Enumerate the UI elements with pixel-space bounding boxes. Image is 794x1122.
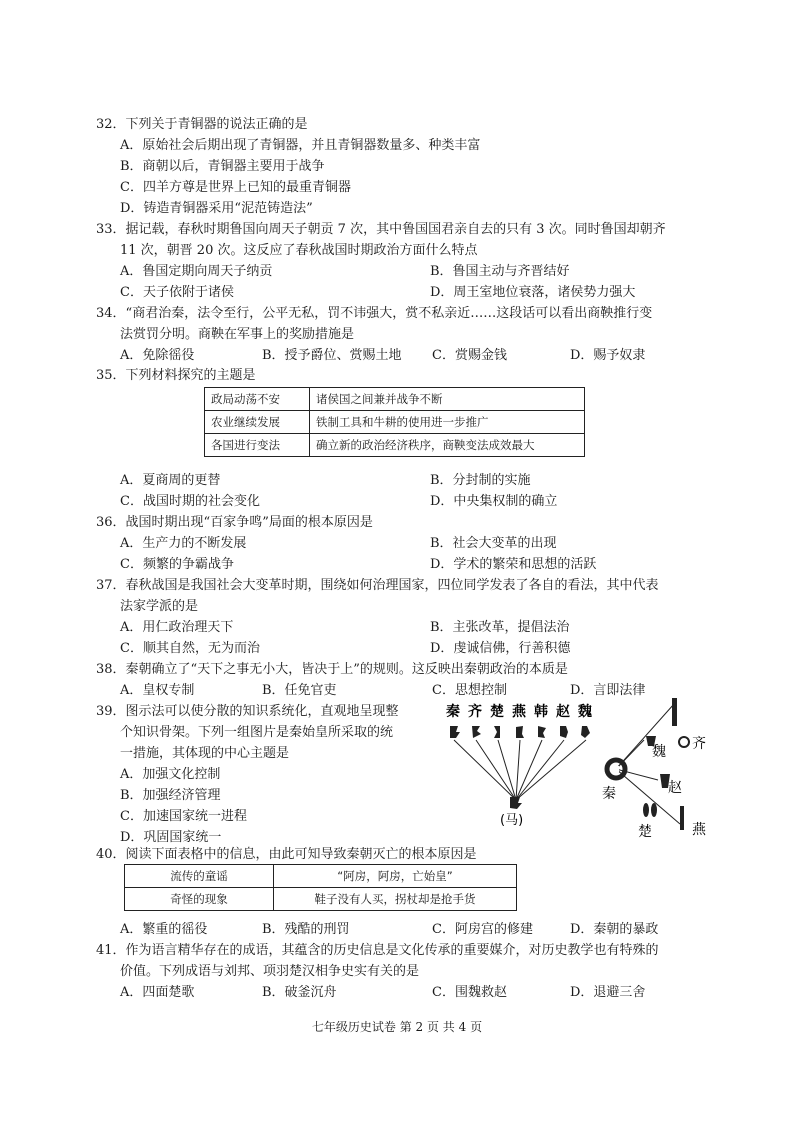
state-label-zhao: 赵 bbox=[556, 704, 570, 720]
coin-unification-figure bbox=[596, 694, 716, 844]
q38-option-c: C．思想控制 bbox=[432, 683, 507, 698]
question-35-stem: 35．下列材料探究的主题是 bbox=[96, 368, 256, 383]
question-37-stem: 37．春秋战国是我国社会大变革时期，围绕如何治理国家，四位同学发表了各自的看法，其中代表 bbox=[96, 578, 659, 593]
question-32-stem: 32．下列关于青铜器的说法正确的是 bbox=[96, 117, 308, 132]
q35-option-c: C．战国时期的社会变化 bbox=[120, 494, 260, 509]
knife-coin-yan-icon bbox=[680, 806, 684, 830]
table-cell: 各国进行变法 bbox=[205, 434, 310, 457]
page-footer: 七年级历史试卷 第 2 页 共 4 页 bbox=[311, 1020, 483, 1034]
coin-label-yan: 燕 bbox=[692, 822, 706, 838]
script-unification-figure bbox=[438, 700, 598, 830]
coin-label-qi: 齐 bbox=[692, 736, 706, 752]
ancient-glyph-icon bbox=[494, 726, 500, 738]
table-row bbox=[205, 411, 585, 434]
q39-option-c: C．加速国家统一进程 bbox=[120, 809, 247, 824]
q40-option-b: B．残酷的刑罚 bbox=[262, 922, 350, 937]
q35-option-b: B．分封制的实施 bbox=[430, 473, 531, 488]
q34-option-d: D．赐予奴隶 bbox=[570, 348, 646, 363]
coin-label-qin: 秦 bbox=[602, 786, 616, 802]
question-33-stem-cont: 11 次，朝晋 20 次。这反应了春秋战国时期政治方面什么特点 bbox=[120, 243, 478, 258]
table-row bbox=[125, 888, 517, 911]
table-cell: 农业继续发展 bbox=[205, 411, 310, 434]
q37-option-a: A．用仁政治理天下 bbox=[120, 620, 234, 635]
coin-label-wei: 魏 bbox=[652, 744, 666, 760]
question-40-stem: 40．阅读下面表格中的信息，由此可知导致秦朝灭亡的根本原因是 bbox=[96, 847, 477, 862]
fan-lines bbox=[454, 740, 586, 800]
q35-material-table bbox=[204, 387, 585, 457]
table-cell: 奇怪的现象 bbox=[125, 888, 274, 911]
table-row bbox=[205, 434, 585, 457]
knife-coin-icon bbox=[672, 698, 677, 726]
ancient-glyph-icon bbox=[516, 726, 524, 738]
ant-nose-coin-icon bbox=[643, 803, 649, 817]
table-row bbox=[205, 388, 585, 411]
coin-label-chu: 楚 bbox=[638, 824, 652, 840]
q40-info-table bbox=[124, 864, 517, 911]
state-label-wei: 魏 bbox=[578, 704, 592, 720]
question-39-stem-cont: 一措施，其体现的中心主题是 bbox=[120, 746, 290, 761]
q38-option-d: D．言即法律 bbox=[570, 683, 646, 698]
q37-option-c: C．顺其自然，无为而治 bbox=[120, 641, 260, 656]
state-label-qin: 秦 bbox=[446, 704, 460, 720]
q39-option-a: A．加强文化控制 bbox=[120, 767, 221, 782]
q38-option-a: A．皇权专制 bbox=[120, 683, 195, 698]
question-39-stem-cont: 个知识骨架。下列一组图片是秦始皇所采取的统 bbox=[120, 725, 394, 740]
state-name-row bbox=[446, 703, 592, 720]
state-label-chu: 楚 bbox=[490, 704, 504, 720]
q34-option-c: C．赏赐金钱 bbox=[432, 348, 507, 363]
ancient-glyph-icon bbox=[450, 726, 460, 738]
q36-option-d: D．学术的繁荣和思想的活跃 bbox=[430, 557, 597, 572]
q38-option-b: B．任免官吏 bbox=[262, 683, 337, 698]
q39-option-d: D．巩固国家统一 bbox=[120, 830, 222, 845]
q41-option-c: C．围魏救赵 bbox=[432, 985, 507, 1000]
table-cell: 流传的童谣 bbox=[125, 865, 274, 888]
q32-option-a: A．原始社会后期出现了青铜器，并且青铜器数量多、种类丰富 bbox=[120, 138, 481, 153]
q37-option-d: D．虔诚信佛，行善积德 bbox=[430, 641, 571, 656]
ancient-glyph-icon bbox=[581, 726, 590, 738]
q32-option-b: B．商朝以后，青铜器主要用于战争 bbox=[120, 159, 325, 174]
q36-option-c: C．频繁的争霸战争 bbox=[120, 557, 234, 572]
ancient-glyph-icon bbox=[538, 726, 546, 738]
question-34-stem-cont: 法赏罚分明。商鞅在军事上的奖励措施是 bbox=[120, 327, 355, 342]
q35-option-d: D．中央集权制的确立 bbox=[430, 494, 558, 509]
q33-option-b: B．鲁国主动与齐晋结好 bbox=[430, 264, 570, 279]
question-41-stem: 41．作为语言精华存在的成语，其蕴含的历史信息是文化传承的重要媒介，对历史教学也有特殊的 bbox=[96, 943, 659, 958]
unified-glyph-label: (马) bbox=[500, 813, 524, 828]
q37-option-b: B．主张改革，提倡法治 bbox=[430, 620, 570, 635]
q40-option-a: A．繁重的徭役 bbox=[120, 922, 208, 937]
q34-option-a: A．免除徭役 bbox=[120, 348, 195, 363]
q41-option-b: B．破釜沉舟 bbox=[262, 985, 337, 1000]
ancient-horse-glyph-row bbox=[450, 726, 590, 738]
question-37-stem-cont: 法家学派的是 bbox=[120, 599, 199, 614]
coin-label-zhao: 赵 bbox=[668, 780, 682, 796]
unified-horse-glyph-icon bbox=[510, 797, 522, 809]
q33-option-d: D．周王室地位衰落，诸侯势力强大 bbox=[430, 285, 636, 300]
q33-option-a: A．鲁国定期向周天子纳贡 bbox=[120, 264, 273, 279]
q34-option-b: B．授予爵位、赏赐土地 bbox=[262, 348, 402, 363]
table-cell: 确立新的政治经济秩序，商鞅变法成效最大 bbox=[310, 434, 585, 457]
ant-nose-coin-icon bbox=[651, 803, 657, 817]
table-cell: 诸侯国之间兼并战争不断 bbox=[310, 388, 585, 411]
state-label-qi: 齐 bbox=[468, 704, 482, 720]
table-cell: 铁制工具和牛耕的使用进一步推广 bbox=[310, 411, 585, 434]
ancient-glyph-icon bbox=[560, 726, 568, 738]
ancient-glyph-icon bbox=[472, 726, 481, 738]
state-label-yan: 燕 bbox=[512, 704, 526, 720]
question-33-stem: 33．据记载，春秋时期鲁国向周天子朝贡 7 次，其中鲁国国君亲自去的只有 3 次。同时鲁国却朝齐 bbox=[96, 222, 666, 237]
q32-option-c: C．四羊方尊是世界上已知的最重青铜器 bbox=[120, 180, 351, 195]
q36-option-a: A．生产力的不断发展 bbox=[120, 536, 247, 551]
table-cell: 政局动荡不安 bbox=[205, 388, 310, 411]
q41-option-a: A．四面楚歌 bbox=[120, 985, 195, 1000]
q41-option-d: D．退避三舍 bbox=[570, 985, 646, 1000]
question-39-stem: 39．图示法可以使分散的知识系统化，直观地呈现整 bbox=[96, 704, 399, 719]
table-row bbox=[125, 865, 517, 888]
question-38-stem: 38．秦朝确立了“天下之事无小大，皆决于上”的规则。这反映出秦朝政治的本质是 bbox=[96, 662, 568, 677]
q40-option-c: C．阿房宫的修建 bbox=[432, 922, 533, 937]
coin-square-hole bbox=[613, 766, 619, 772]
q35-option-a: A．夏商周的更替 bbox=[120, 473, 221, 488]
state-label-han: 韩 bbox=[534, 704, 548, 720]
knife-coin-ring-icon bbox=[679, 737, 689, 747]
question-34-stem: 34．“商君治秦，法令至行，公平无私，罚不讳强大，赏不私亲近……这段话可以看出商鞅推行变 bbox=[96, 306, 653, 321]
q32-option-d: D．铸造青铜器采用“泥范铸造法” bbox=[120, 201, 313, 216]
q40-option-d: D．秦朝的暴政 bbox=[570, 922, 659, 937]
table-cell: 鞋子没有人买，拐杖却是抢手货 bbox=[274, 888, 517, 911]
question-36-stem: 36．战国时期出现“百家争鸣”局面的根本原因是 bbox=[96, 515, 373, 530]
q36-option-b: B．社会大变革的出现 bbox=[430, 536, 557, 551]
q33-option-c: C．天子依附于诸侯 bbox=[120, 285, 234, 300]
question-41-stem-cont: 价值。下列成语与刘邦、项羽楚汉相争史实有关的是 bbox=[120, 964, 420, 979]
q39-option-b: B．加强经济管理 bbox=[120, 788, 221, 803]
table-cell: “阿房，阿房，亡始皇” bbox=[274, 865, 517, 888]
